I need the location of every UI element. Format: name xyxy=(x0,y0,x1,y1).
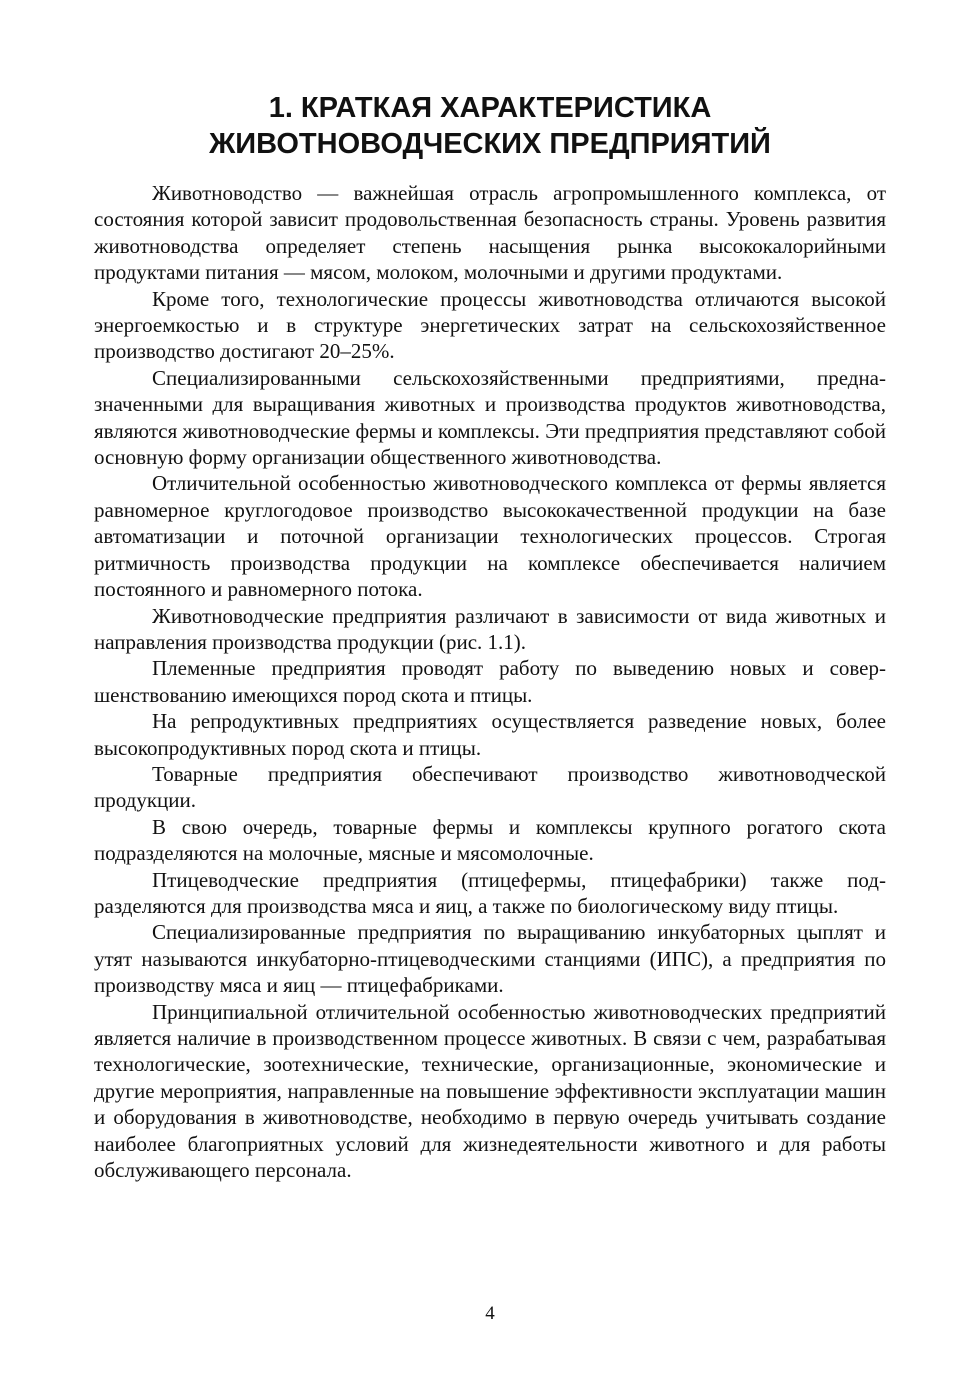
paragraph-4: Отличительной особенностью животноводческого комплекса от фермы является равномерное круглогодовое производство высококачественной продукции на базе автоматизации и поточной организации технологических процессов. Строгая ритмичность производства продукции на комплексе обеспечивается наличием постоянного и равномерного потока. xyxy=(94,471,886,602)
paragraph-12: Принципиальной отличительной особенностью животноводческих предприятий является наличие в производственном процессе животных. В связи с чем, разрабатывая технологические, зоотехнические, технические, организационные, экономические и другие мероприятия, направленные на повышение эффективности эксплуатации машин и оборудования в животноводстве, необходимо в первую очередь учитывать создание наиболее благоприятных условий для жизнедеятельности животного и для работы обслуживающего персонала. xyxy=(94,999,886,1183)
chapter-title-line-1: 1. КРАТКАЯ ХАРАКТЕРИСТИКА xyxy=(268,92,712,124)
paragraph-5: Животноводческие предприятия различают в зависимости от вида животных и направления производства продукции (рис. 1.1). xyxy=(94,603,886,654)
paragraph-2: Кроме того, технологические процессы животноводства отличаются высокой энергоемкостью и в структуре энергетических затрат на сельскохозяйственное производство достигают 20–25%. xyxy=(94,286,886,364)
paragraph-8: Товарные предприятия обеспечивают производство животноводческой продукции. xyxy=(94,761,886,813)
body-text xyxy=(94,180,886,1183)
chapter-title-line-2: ЖИВОТНОВОДЧЕСКИХ ПРЕДПРИЯТИЙ xyxy=(209,128,771,160)
paragraph-1: Животноводство — важнейшая отрасль агропромышленного комплекса, от состояния которой зависит продовольственная безопасность страны. Уровень развития животноводства определяет степень насыщения рынка высококалорийными продуктами питания — мясом, молоком, молочными и другими продуктами. xyxy=(94,181,886,285)
page-number: 4 xyxy=(485,1303,495,1324)
paragraph-9: В свою очередь, товарные фермы и комплексы крупного рогатого скота подразделяются на молочные, мясные и мясомолочные. xyxy=(94,814,886,866)
paragraph-7: На репродуктивных предприятиях осуществляется разведение новых, более высокопродуктивных пород скота и птицы. xyxy=(94,709,886,760)
paragraph-11: Специализированные предприятия по выращиванию инкубаторных цыплят и утят называются инкубаторно-птицеводческими станциями (ИПС), а предприятия по производству мяса и яиц — птицефабриками. xyxy=(94,920,886,998)
paragraph-10: Птицеводческие предприятия (птицефермы, птицефабрики) также подразделяются для производства мяса и яиц, а также по биологическому виду птицы. xyxy=(94,867,886,918)
paragraph-6: Племенные предприятия проводят работу по выведению новых и совершенствованию имеющихся пород скота и птицы. xyxy=(94,656,886,707)
paragraph-3: Специализированными сельскохозяйственными предприятиями, предназначенными для выращивания животных и производства продуктов животноводства, являются животноводческие фермы и комплексы. Эти предприятия представляют собой основную форму организации общественного животноводства. xyxy=(94,365,886,470)
chapter-title xyxy=(94,90,886,162)
